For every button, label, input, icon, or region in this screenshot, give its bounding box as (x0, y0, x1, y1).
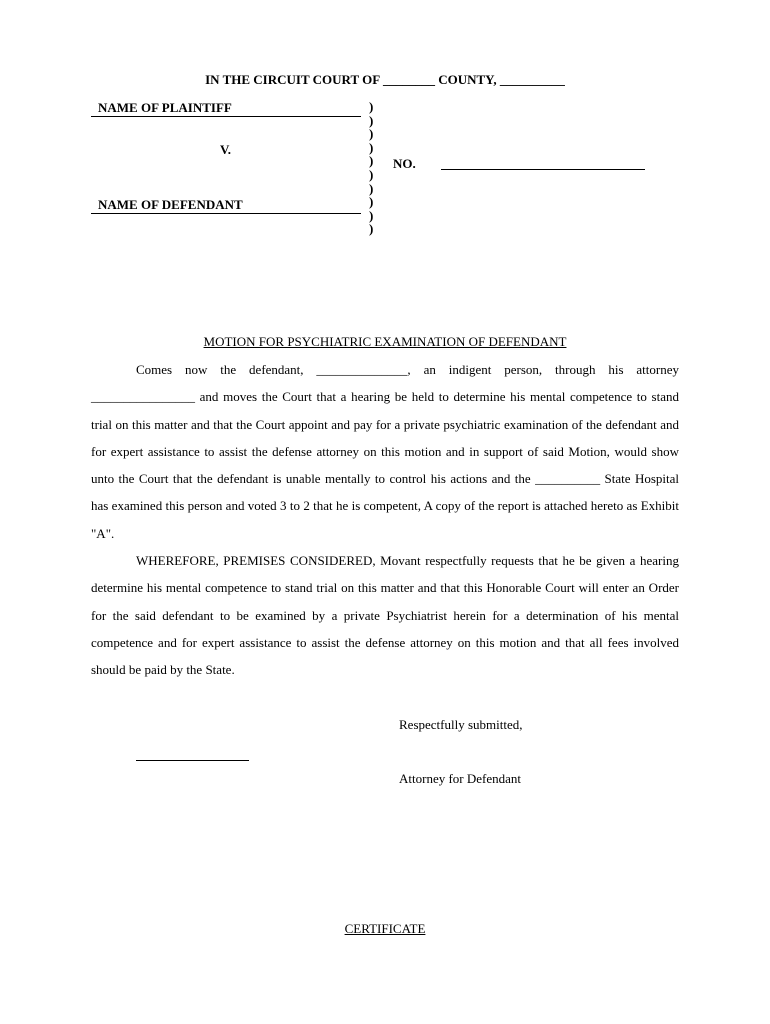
attorney-for-defendant: Attorney for Defendant (399, 771, 522, 786)
motion-title: MOTION FOR PSYCHIATRIC EXAMINATION OF DEFENDANT (203, 334, 567, 349)
signature-line (136, 760, 249, 761)
motion-paragraph-1: Comes now the defendant, ______________, an indigent person, through his attorney ________________ and moves the Court that a hearing be held to determine his mental competence to stand trial on this matter and that the Court appoint and pay for a private psychiatric examination of the defendant and for expert assistance to assist the defense attorney on this motion and in support of said Motion, would show unto the Court that the defendant is unable mentally to control his actions and the __________ State Hospital has examined this person and voted 3 to 2 that he is competent, A copy of the report is attached hereto as Exhibit "A". (91, 362, 679, 541)
respectfully-submitted: Respectfully submitted, (399, 717, 523, 732)
motion-body (91, 356, 679, 684)
defendant-label: NAME OF DEFENDANT (98, 197, 243, 212)
certificate-title: CERTIFICATE (344, 921, 426, 936)
plaintiff-label: NAME OF PLAINTIFF (98, 100, 232, 115)
court-heading: IN THE CIRCUIT COURT OF ________ COUNTY, __________ (205, 72, 565, 87)
motion-paragraph-2: WHEREFORE, PREMISES CONSIDERED, Movant respectfully requests that he be given a hearing determine his mental competence to stand trial on this matter and that this Honorable Court will enter an Order for the said defendant to be examined by a private Psychiatrist herein for a determination of his mental competence and for expert assistance to assist the defense attorney on this motion and that all fees involved should be paid by the State. (91, 553, 679, 678)
case-number-label: NO. (393, 156, 416, 171)
versus-label: V. (220, 142, 231, 157)
defendant-blank-line (91, 213, 361, 214)
caption-paren-column: ) ) ) ) ) ) ) ) ) ) (369, 99, 374, 237)
case-number-blank-line (441, 155, 645, 170)
plaintiff-blank-line (91, 116, 361, 117)
